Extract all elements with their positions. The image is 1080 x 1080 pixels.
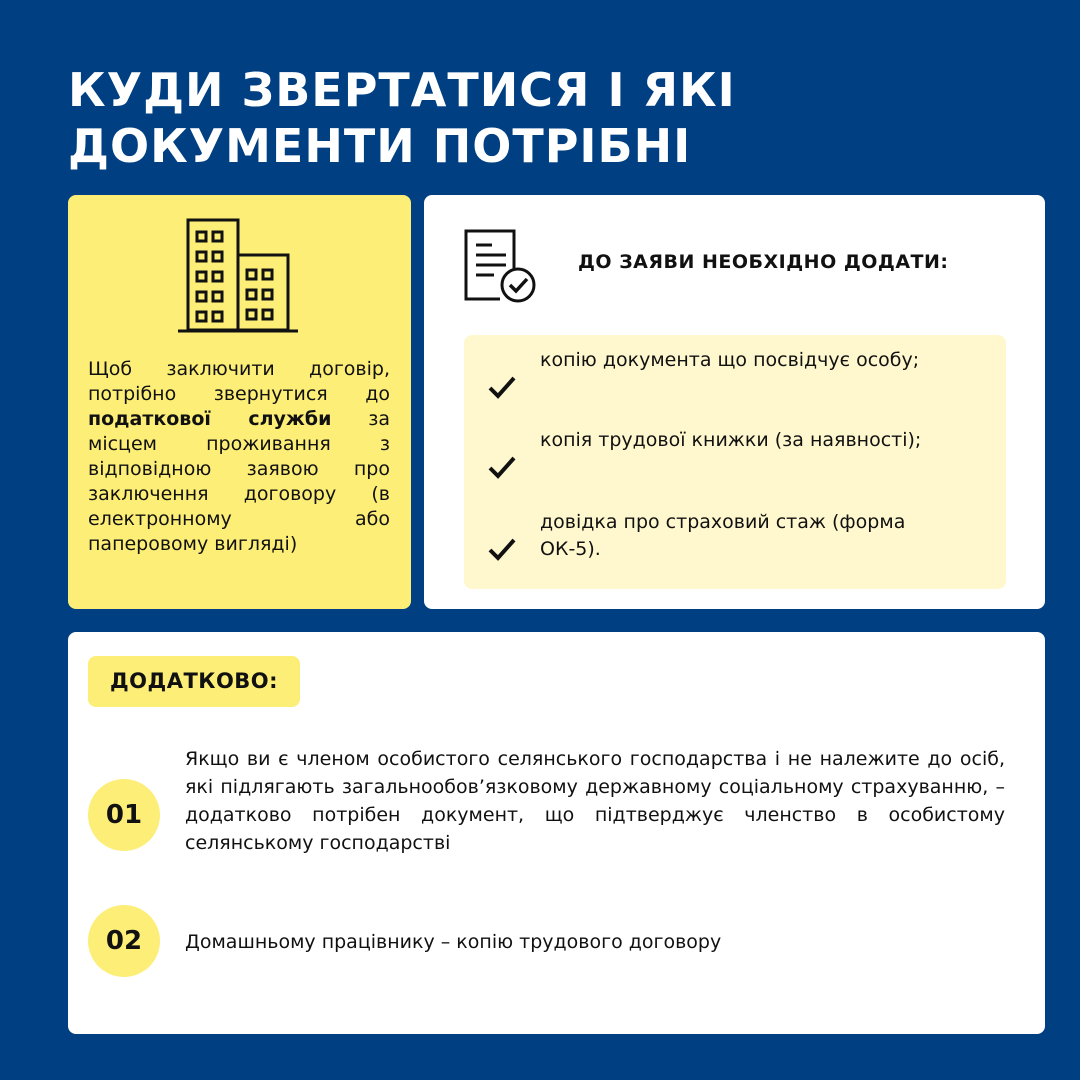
- checkmark-icon: [486, 371, 518, 403]
- list-item-text: копія трудової книжки (за наявності);: [540, 429, 922, 451]
- list-item-text: довідка про страховий стаж (форма ОК-5).: [540, 511, 906, 560]
- additional-badge: ДОДАТКОВО:: [88, 656, 300, 707]
- where-to-apply-card: [68, 195, 411, 609]
- list-item-text: копію документа що посвідчує особу;: [540, 349, 920, 371]
- attachments-heading: ДО ЗАЯВИ НЕОБХІДНО ДОДАТИ:: [578, 251, 949, 273]
- additional-info-card: [68, 632, 1045, 1034]
- where-to-apply-text-part-1: Щоб заключити договір, потрібно звернутися до: [88, 358, 390, 405]
- required-documents-card: [424, 195, 1045, 609]
- page-title-line-2: ДОКУМЕНТИ ПОТРІБНІ: [68, 119, 692, 173]
- additional-item-text-02: Домашньому працівнику – копію трудового договору: [185, 931, 722, 953]
- checkmark-icon: [486, 533, 518, 565]
- where-to-apply-text: [88, 357, 390, 557]
- document-check-icon: [462, 223, 542, 303]
- number-badge-02: 02: [88, 905, 160, 977]
- page-title: [68, 62, 968, 174]
- page-title-line-1: КУДИ ЗВЕРТАТИСЯ І ЯКІ: [68, 63, 736, 117]
- office-building-icon: [178, 215, 303, 335]
- attachments-list: [464, 335, 1006, 589]
- tax-service-highlight: податкової служби: [88, 408, 332, 430]
- additional-item-text-01: Якщо ви є членом особистого селянського господарства і не належите до осіб, які підлягають загальнообов’язковому державному соціальному страхуванню, – додатково потрібен документ, що підтверджує членство в особистому селянському господарстві: [185, 748, 1005, 854]
- where-to-apply-text-part-2: за місцем проживання з відповідною заявою про заключення договору (в електронному або паперовому вигляді): [88, 408, 390, 555]
- checkmark-icon: [486, 451, 518, 483]
- number-badge-01: 01: [88, 779, 160, 851]
